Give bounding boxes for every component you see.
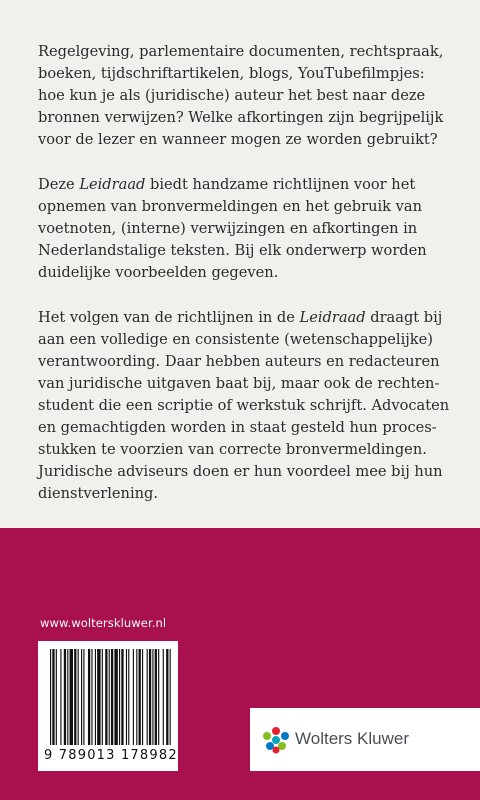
barcode-bar (121, 649, 123, 745)
text-run: Het volgen van de richtlijnen in de (38, 309, 300, 326)
isbn-barcode (38, 641, 178, 771)
text-line: dienstverlening. (38, 485, 159, 502)
text-line (38, 174, 450, 196)
barcode-bar (152, 649, 153, 745)
text-line: boeken, tijdschriftartikelen, blogs, YouTubefilmpjes: (38, 65, 425, 82)
barcode-bar (158, 649, 159, 745)
text-line: aan een volledige en consistente (wetenschappelijke) (38, 331, 433, 348)
barcode-bar (102, 649, 103, 745)
text-line: verantwoording. Daar hebben auteurs en redacteuren (38, 353, 440, 370)
barcode-bar (105, 649, 107, 745)
barcode-bar (133, 649, 134, 745)
paragraph-1 (38, 41, 450, 151)
website-url: www.wolterskluwer.nl (40, 616, 167, 630)
title-emphasis: Leidraad (299, 309, 366, 326)
barcode-bar (166, 649, 168, 745)
text-line: van juridische uitgaven baat bij, maar ook de rechten- (38, 375, 440, 392)
barcode-bar (60, 649, 61, 745)
barcode-bar (67, 649, 68, 745)
barcode-bar (91, 649, 92, 745)
wolters-kluwer-logo-icon (262, 726, 290, 754)
barcode-bar (95, 649, 96, 745)
barcode-bar (119, 649, 120, 745)
text-run: biedt handzame richtlijnen voor het (145, 176, 416, 193)
paragraph-2 (38, 174, 450, 284)
barcode-bar (109, 649, 110, 745)
barcode-bar (155, 649, 157, 745)
barcode-bar (142, 649, 143, 745)
barcode-bar (114, 649, 117, 745)
text-line: hoe kun je als (juridische) auteur het best naar deze (38, 87, 426, 104)
publisher-logo-text: Wolters Kluwer (295, 729, 409, 748)
barcode-bar (97, 649, 100, 745)
barcode-bar (147, 649, 148, 745)
barcode-bar (170, 649, 171, 745)
barcode-bar (111, 649, 113, 745)
barcode-bar (83, 649, 84, 745)
text-run: draagt bij (365, 309, 443, 326)
paragraph-3 (38, 307, 450, 505)
barcode-bar (136, 649, 137, 745)
text-line: duidelijke voorbeelden gegeven. (38, 264, 279, 281)
text-line: voor de lezer en wanneer mogen ze worden gebruikt? (38, 131, 438, 148)
text-line: Juridische adviseurs doen er hun voordeel mee bij hun (38, 463, 443, 480)
publisher-logo (250, 708, 480, 771)
text-line: student die een scriptie of werkstuk schrijft. Advocaten (38, 397, 450, 414)
barcode-bar (126, 649, 127, 745)
text-line: Regelgeving, parlementaire documenten, rechtspraak, (38, 43, 444, 60)
barcode-bar (139, 649, 141, 745)
barcode-bar (70, 649, 73, 745)
barcode-bar (149, 649, 151, 745)
text-line (38, 307, 450, 329)
barcode-bar (56, 649, 57, 745)
barcode-bar (128, 649, 129, 745)
text-line: bronnen verwijzen? Welke afkortingen zijn begrijpelijk (38, 109, 444, 126)
barcode-bar (52, 649, 54, 745)
barcode-bar (81, 649, 82, 745)
text-run: Deze (38, 176, 80, 193)
text-line: stukken te voorzien van correcte bronvermeldingen. (38, 441, 427, 458)
barcode-bar (64, 649, 66, 745)
isbn-digits: 9 789013 178982 (44, 748, 178, 763)
text-line: en gemachtigden worden in staat gesteld hun proces- (38, 419, 437, 436)
text-line: voetnoten, (interne) verwijzingen en afkortingen in (38, 220, 418, 237)
barcode-bar (74, 649, 76, 745)
text-line: Nederlandstalige teksten. Bij elk onderwerp worden (38, 242, 427, 259)
barcode-bar (163, 649, 164, 745)
title-emphasis: Leidraad (79, 176, 146, 193)
barcode-bar (50, 649, 51, 745)
barcode-bar (78, 649, 79, 745)
barcode-bar (88, 649, 90, 745)
text-line: opnemen van bronvermeldingen en het gebruik van (38, 198, 422, 215)
